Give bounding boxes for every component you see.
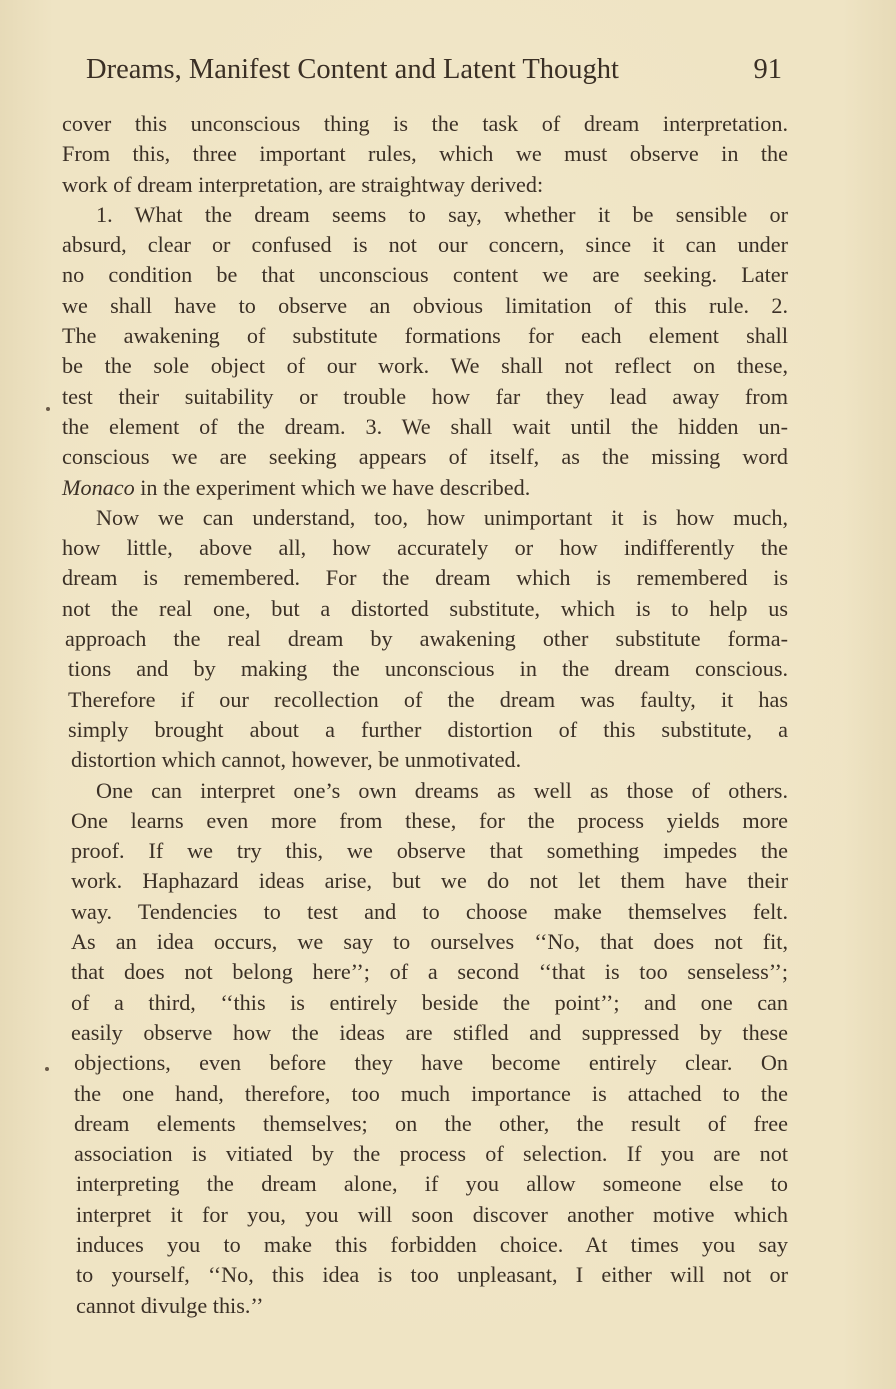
text-line [62,473,788,503]
text-line: Now we can understand, too, how unimportant it is how much, [96,504,788,530]
text-line: proof. If we try this, we observe that something impedes the [71,838,788,864]
text-line: dream elements themselves; on the other, the result of free [74,1110,788,1136]
text-line: cannot divulge this.’’ [76,1292,264,1318]
text-line: One can interpret one’s own dreams as well as those of others. [96,777,788,803]
text-line: tions and by making the unconscious in the dream conscious. [68,656,788,682]
text-line: distortion which cannot, however, be unmotivated. [71,747,522,773]
text-span: in the experiment which we have described. [134,474,531,500]
margin-speck [46,407,50,411]
text-line: dream is remembered. For the dream which is remembered is [62,565,788,591]
text-line: One learns even more from these, for the process yields more [71,807,788,833]
text-line: work of dream interpretation, are straightway derived: [62,171,544,197]
text-line: the one hand, therefore, too much importance is attached to the [74,1080,788,1106]
body-text [62,109,788,1321]
text-line: induces you to make this forbidden choice. At times you say [76,1231,788,1257]
text-line: objections, even before they have become entirely clear. On [74,1050,788,1076]
text-line: interpreting the dream alone, if you allow someone else to [76,1171,788,1197]
text-line: way. Tendencies to test and to choose make themselves felt. [71,898,788,924]
text-line: that does not belong here’’; of a second ‘‘that is too senseless’’; [71,959,788,985]
text-line: interpret it for you, you will soon discover another motive which [76,1201,788,1227]
text-line: 1. What the dream seems to say, whether it be sensible or [96,201,788,227]
page-number: 91 [753,54,782,85]
text-line: From this, three important rules, which we must observe in the [62,141,788,167]
margin-speck [45,1067,49,1071]
page-header [86,52,782,92]
text-line: no condition be that unconscious content we are seeking. Later [62,262,788,288]
text-line: the element of the dream. 3. We shall wait until the hidden un- [62,413,788,439]
text-line: of a third, ‘‘this is entirely beside the point’’; and one can [71,989,788,1015]
text-line: work. Haphazard ideas arise, but we do not let them have their [71,868,788,894]
text-line: not the real one, but a distorted substitute, which is to help us [62,595,788,621]
text-line: Therefore if our recollection of the dream was faulty, it has [68,686,788,712]
text-line: how little, above all, how accurately or how indifferently the [62,535,788,561]
text-line: to yourself, ‘‘No, this idea is too unpleasant, I either will not or [76,1262,788,1288]
text-line: The awakening of substitute formations for each element shall [62,323,788,349]
running-head: Dreams, Manifest Content and Latent Thought [86,54,619,85]
text-line: easily observe how the ideas are stifled and suppressed by these [71,1019,788,1045]
text-line: simply brought about a further distortion of this substitute, a [68,716,788,742]
text-line: cover this unconscious thing is the task of dream interpretation. [62,111,788,136]
text-line: be the sole object of our work. We shall not reflect on these, [62,353,788,379]
text-line: approach the real dream by awakening other substitute forma- [65,626,788,652]
text-line: absurd, clear or confused is not our concern, since it can under [62,232,788,258]
text-line: conscious we are seeking appears of itself, as the missing word [62,444,788,470]
text-line: test their suitability or trouble how far they lead away from [62,383,788,409]
text-line: As an idea occurs, we say to ourselves ‘‘No, that does not fit, [71,929,788,955]
text-line: association is vitiated by the process of selection. If you are not [74,1141,788,1167]
italic-word: Monaco [62,474,135,500]
text-line: we shall have to observe an obvious limitation of this rule. 2. [62,292,788,318]
